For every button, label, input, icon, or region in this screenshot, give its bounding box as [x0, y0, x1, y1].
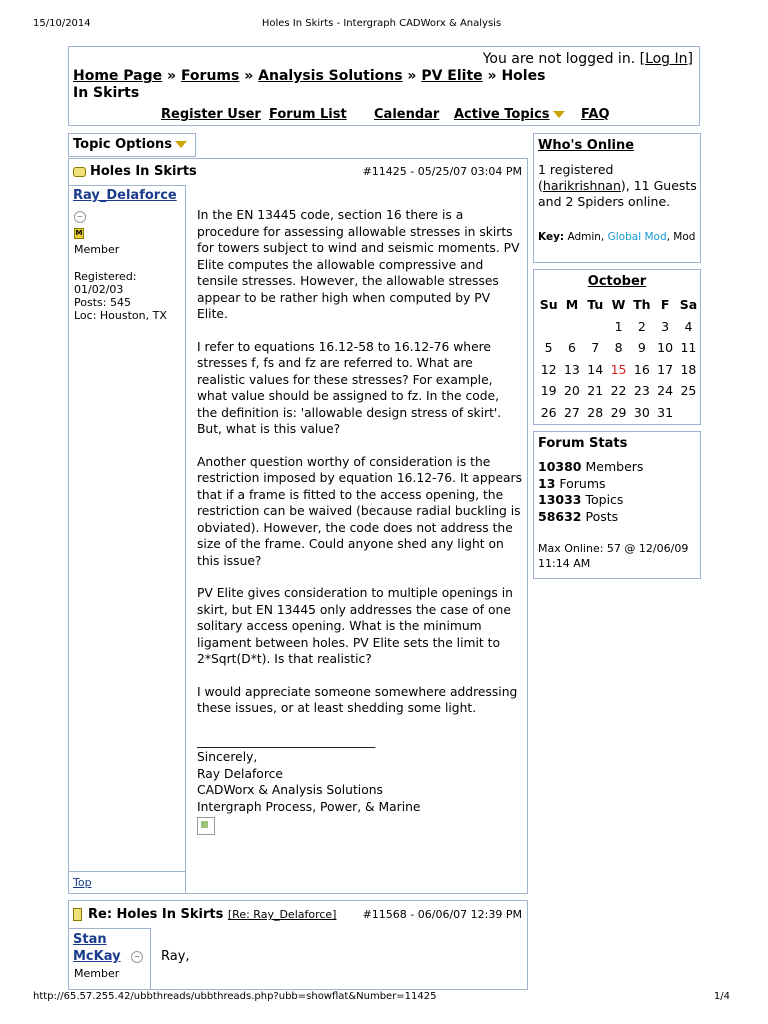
calendar-day-header: M: [565, 297, 579, 312]
author-column: [69, 185, 186, 893]
calendar-day: [560, 316, 583, 338]
calendar-day[interactable]: 12: [540, 361, 557, 377]
calendar-day[interactable]: 9: [637, 340, 646, 355]
registered-label: Registered:: [74, 270, 137, 283]
calendar-day[interactable]: 24: [657, 383, 674, 398]
calendar-day[interactable]: 13: [563, 361, 580, 377]
dropdown-arrow-icon: [175, 141, 187, 148]
author-rank: Member: [74, 967, 120, 980]
signature-line: Ray Delaforce: [197, 766, 283, 781]
print-url: http://65.57.255.42/ubbthreads/ubbthreads.php?ubb=showflat&Number=11425: [33, 991, 437, 1002]
post-body: [197, 207, 522, 835]
breadcrumb-analysis-solutions[interactable]: Analysis Solutions: [258, 68, 403, 84]
top-link[interactable]: Top: [73, 876, 92, 889]
calendar-day[interactable]: 26: [540, 404, 557, 420]
calendar-day[interactable]: 7: [591, 340, 600, 355]
calendar-panel: [533, 269, 701, 425]
calendar-day[interactable]: 23: [633, 383, 650, 398]
calendar-day[interactable]: 6: [567, 340, 576, 355]
stat-topics: 13033 Topics: [538, 492, 624, 507]
print-footer: [33, 991, 730, 1005]
active-topics-link[interactable]: Active Topics: [454, 107, 565, 122]
calendar-day[interactable]: 30: [633, 404, 650, 420]
post-count: Posts: 545: [74, 296, 131, 309]
calendar-day[interactable]: 8: [614, 340, 623, 355]
offline-status-icon: ~: [74, 211, 86, 223]
calendar-day[interactable]: 14: [587, 361, 604, 377]
post-icon: [73, 167, 86, 177]
print-page-number: 1/4: [713, 991, 730, 1002]
registered-date: 01/02/03: [74, 283, 124, 296]
calendar-day-header: W: [611, 297, 626, 312]
calendar-day[interactable]: 25: [680, 383, 697, 398]
post-meta: #11568 - 06/06/07 12:39 PM: [362, 908, 522, 921]
author-column: [69, 928, 151, 989]
reply-icon: [73, 908, 82, 921]
author-link[interactable]: Stan McKay: [73, 932, 121, 964]
topic-options-button[interactable]: Topic Options: [68, 133, 196, 157]
post-11568: [68, 900, 528, 990]
calendar-day[interactable]: 28: [587, 404, 604, 420]
stat-forums: 13 Forums: [538, 475, 606, 491]
calendar-day[interactable]: 18: [680, 361, 697, 377]
signature: [197, 733, 522, 836]
top-link-row: [69, 871, 186, 893]
post-paragraph: Another question worthy of consideration is the restriction imposed by equation 16.12-76. It appears that if a frame is fitted to the access opening, the restriction can be waived (because radial buckling is obviated). However, the code does not address the size of the frame. Could anyone shed any light on this issue?: [197, 454, 523, 568]
calendar-day[interactable]: 5: [544, 340, 553, 355]
post-paragraph: I would appreciate someone somewhere addressing these issues, or at least shedding some light.: [197, 684, 518, 715]
moderator-badge-icon: M: [75, 229, 83, 237]
calendar-day[interactable]: 31: [657, 404, 674, 420]
calendar-day[interactable]: 21: [587, 383, 604, 398]
calendar-day[interactable]: 20: [563, 383, 580, 398]
whos-online-link[interactable]: Who's Online: [538, 138, 635, 153]
forum-stats-panel: [533, 431, 701, 579]
online-summary: 1 registered (harikrishnan), 11 Guests and 2 Spiders online.: [538, 162, 697, 209]
faq-link[interactable]: FAQ: [581, 107, 610, 122]
online-user-link[interactable]: harikrishnan: [542, 178, 621, 193]
calendar-day-header: F: [660, 297, 670, 312]
max-online: Max Online: 57 @ 12/06/09 11:14 AM: [538, 542, 689, 570]
dropdown-arrow-icon: [553, 111, 565, 118]
calendar-day[interactable]: 10: [657, 340, 674, 355]
post-11425: [68, 158, 528, 894]
forum-stats-title: Forum Stats: [538, 436, 628, 451]
calendar-link[interactable]: Calendar: [374, 107, 440, 122]
login-status: You are not logged in. [Log In]: [482, 51, 693, 67]
signature-rule: _____________________________: [197, 733, 376, 748]
stat-posts: 58632 Posts: [538, 508, 619, 524]
calendar-day[interactable]: 11: [680, 340, 697, 355]
breadcrumb-pv-elite[interactable]: PV Elite: [421, 68, 483, 84]
calendar-day[interactable]: 17: [657, 361, 674, 377]
post-paragraph: In the EN 13445 code, section 16 there is a procedure for assessing allowable stresses in skirts for towers subject to wind and seismic moments. PV Elite computes the allowable compressive and tensile stresses. However, the allowable stresses appear to be rather high when computed by PV Elite.: [197, 208, 520, 321]
calendar-month-link[interactable]: October: [587, 274, 647, 289]
post-paragraph: PV Elite gives consideration to multiple openings in skirt, but EN 13445 only addresses the case of one solitary access opening. What is the minimum ligament between holes. PV Elite sets the limit to 2*Sqrt(D*t). Is that realistic?: [197, 586, 513, 666]
breadcrumb-home[interactable]: Home Page: [73, 68, 163, 84]
global-mod-key: Global Mod: [607, 231, 667, 243]
calendar-day[interactable]: 2: [637, 318, 646, 334]
author-rank: Member: [74, 243, 120, 256]
signature-line: Intergraph Process, Power, & Marine: [197, 799, 421, 814]
author-location: Loc: Houston, TX: [74, 309, 167, 322]
register-user-link[interactable]: Register User: [161, 107, 261, 122]
forum-list-link[interactable]: Forum List: [269, 107, 347, 122]
calendar-day: [677, 402, 700, 424]
signature-line: Sincerely,: [197, 750, 258, 764]
calendar-day-header: Su: [539, 297, 558, 312]
post-body: Ray,: [161, 949, 190, 964]
calendar-day[interactable]: 3: [661, 318, 670, 334]
calendar-day: [537, 316, 560, 338]
broken-image-icon: [197, 817, 215, 835]
breadcrumb: Home Page » Forums » Analysis Solutions » PV Elite » Holes In Skirts: [73, 68, 546, 101]
print-header: [33, 18, 730, 32]
post-paragraph: I refer to equations 16.12-58 to 16.12-76 where stresses f, fs and fz are referred to. What are realistic values for these stresses? For example, what value should be assigned to fz. In the code, the definition is: 'allowable design stress of skirt'. But, what is this value?: [197, 339, 502, 436]
calendar-day[interactable]: 15: [610, 361, 627, 377]
calendar-day[interactable]: 1: [614, 318, 623, 334]
post-title: Re: Holes In Skirts [Re: Ray_Delaforce]: [73, 907, 336, 922]
whos-online-panel: [533, 133, 701, 263]
signature-line: CADWorx & Analysis Solutions: [197, 783, 383, 797]
calendar-day-header: Th: [633, 297, 651, 312]
print-page-title: Holes In Skirts - Intergraph CADWorx & Analysis: [261, 18, 502, 29]
calendar-day[interactable]: 4: [684, 318, 693, 334]
calendar-grid: [537, 294, 700, 423]
breadcrumb-current: Holes In Skirts: [73, 68, 546, 101]
stat-members: 10380 Members: [538, 459, 644, 474]
post-title: Holes In Skirts: [73, 164, 197, 179]
breadcrumb-forums[interactable]: Forums: [180, 68, 240, 84]
calendar-day-header: Tu: [587, 297, 604, 312]
calendar-day[interactable]: 27: [563, 404, 580, 420]
calendar-day[interactable]: 29: [610, 404, 627, 420]
forum-stats-list: [538, 459, 643, 525]
login-link[interactable]: Log In: [645, 51, 688, 67]
offline-status-icon: ~: [131, 951, 143, 963]
calendar-day: [584, 316, 607, 338]
post-meta: #11425 - 05/25/07 03:04 PM: [362, 165, 522, 178]
forum-header-panel: [68, 46, 700, 126]
calendar-day-header: Sa: [679, 297, 698, 312]
calendar-day[interactable]: 19: [540, 383, 557, 398]
print-date: 15/10/2014: [33, 18, 91, 29]
calendar-day[interactable]: 16: [633, 361, 650, 377]
role-key: Key: Admin, Global Mod, Mod: [538, 231, 696, 243]
calendar-day[interactable]: 22: [610, 383, 627, 398]
reply-to-link[interactable]: [Re: Ray_Delaforce]: [227, 908, 337, 921]
author-link[interactable]: Ray_Delaforce: [73, 188, 177, 203]
